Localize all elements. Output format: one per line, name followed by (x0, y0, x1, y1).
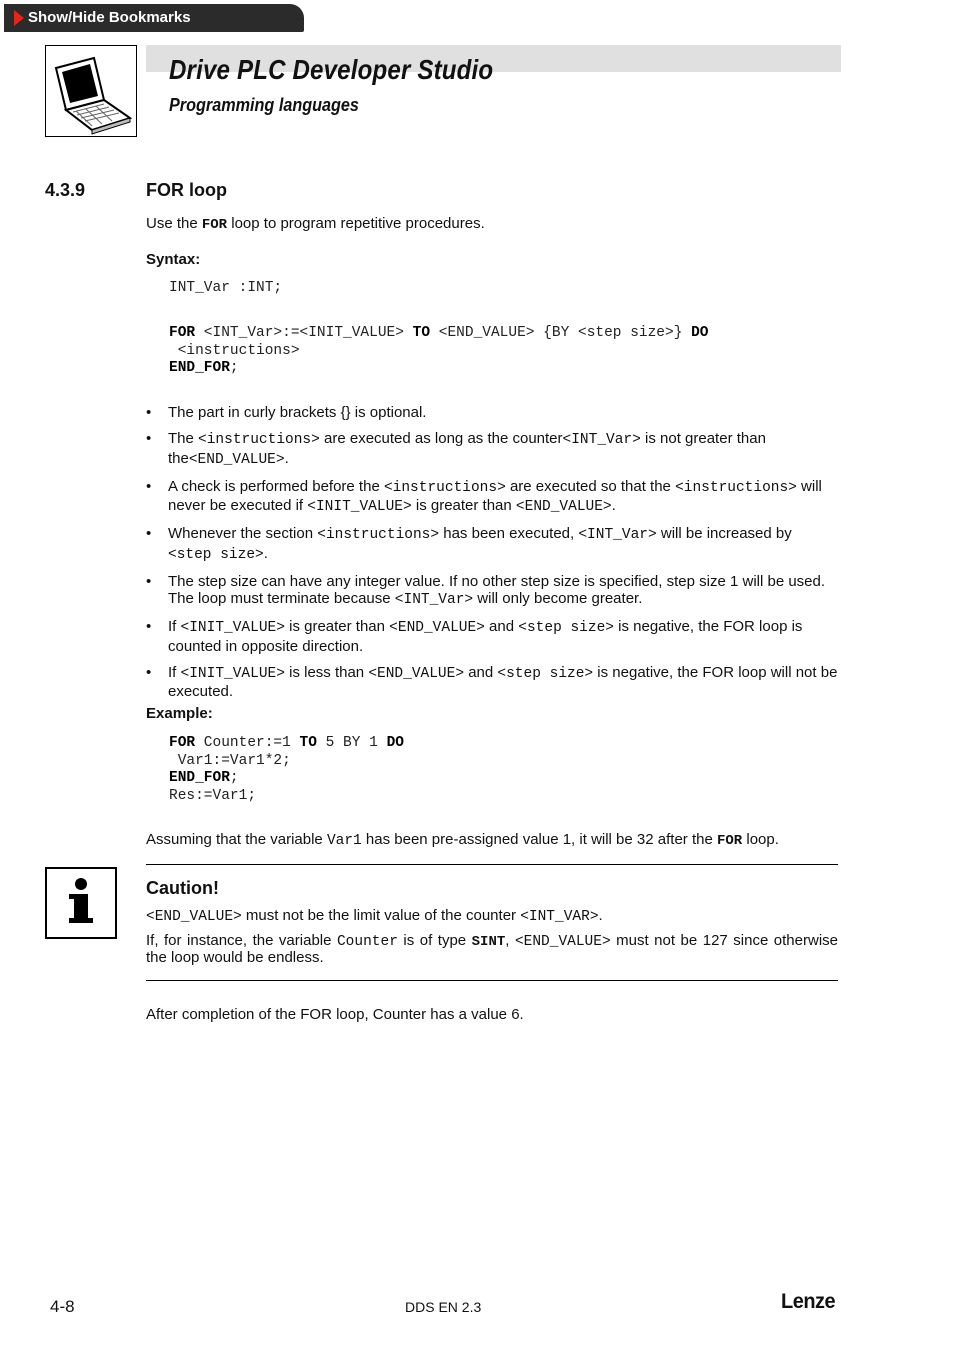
list-item: • If <INIT_VALUE> is greater than <END_VALUE> and <step size> is negative, the FOR loop is counted in opposite direction. (146, 618, 838, 655)
info-icon (45, 867, 117, 939)
conclusion-paragraph: After completion of the FOR loop, Counter has a value 6. (146, 1006, 524, 1023)
example-code-block: FOR Counter:=1 TO 5 BY 1 DO Var1:=Var1*2; END_FOR; Res:=Var1; (169, 735, 404, 804)
intro-paragraph: Use the FOR loop to program repetitive procedures. (146, 215, 485, 233)
triangle-right-icon (14, 10, 24, 26)
document-code: DDS EN 2.3 (405, 1299, 482, 1315)
list-item: • A check is performed before the <instructions> are executed so that the <instructions> will never be executed if <INIT_VALUE> is greater than <END_VALUE>. (146, 478, 838, 517)
syntax-label: Syntax: (146, 251, 201, 268)
page-number: 4-8 (50, 1297, 75, 1316)
syntax-code-block: FOR <INT_Var>:=<INIT_VALUE> TO <END_VALUE> {BY <step size>} DO <instructions> END_FOR; (169, 325, 709, 376)
laptop-icon (45, 45, 137, 137)
caution-paragraph-2: If, for instance, the variable Counter is of type SINT, <END_VALUE> must not be 127 since otherwise the loop would be endless. (146, 932, 838, 966)
bookmarks-label: Show/Hide Bookmarks (28, 9, 191, 26)
caution-paragraph-1: <END_VALUE> must not be the limit value of the counter <INT_VAR>. (146, 907, 603, 925)
syntax-declaration: INT_Var :INT; (169, 280, 283, 296)
section-title: FOR loop (146, 180, 227, 200)
list-item: • The <instructions> are executed as long as the counter<INT_Var> is not greater than the<END_VALUE>. (146, 430, 838, 469)
list-item: • Whenever the section <instructions> has been executed, <INT_Var> will be increased by <step size>. (146, 525, 838, 564)
caution-bottom-rule (146, 980, 838, 981)
document-title: Drive PLC Developer Studio (169, 54, 494, 85)
show-hide-bookmarks-button[interactable] (4, 4, 304, 32)
list-item: • The step size can have any integer value. If no other step size is specified, step size 1 will be used. The loop must terminate because <INT_Var> will only become greater. (146, 573, 838, 610)
list-item: • The part in curly brackets {} is optional. (146, 404, 838, 422)
caution-top-rule (146, 864, 838, 865)
section-number: 4.3.9 (45, 180, 86, 200)
assumption-paragraph: Assuming that the variable Var1 has been pre-assigned value 1, it will be 32 after the FOR loop. (146, 831, 779, 849)
rules-list (146, 404, 838, 709)
example-label: Example: (146, 705, 213, 722)
lenze-logo: Lenze (781, 1290, 836, 1313)
caution-title: Caution! (146, 878, 219, 898)
document-subtitle: Programming languages (169, 95, 359, 115)
list-item: • If <INIT_VALUE> is less than <END_VALUE> and <step size> is negative, the FOR loop will not be executed. (146, 664, 838, 701)
